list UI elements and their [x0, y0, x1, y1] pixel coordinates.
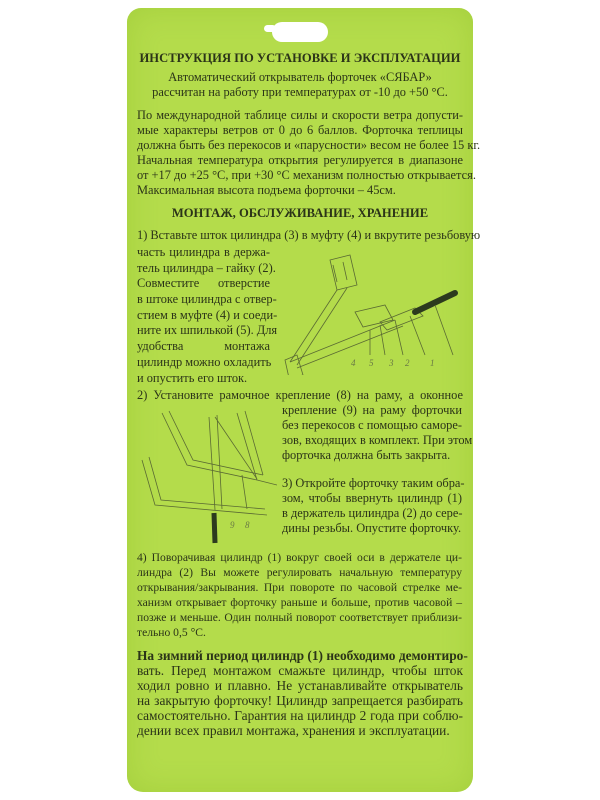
text-line: тель цилиндра – гайку (2). [137, 260, 276, 275]
text-line: Автоматический открыватель форточек «СЯБАР» [168, 70, 432, 84]
frame-mounting-diagram [137, 405, 277, 545]
text-line: 4) Поворачивая цилиндр (1) вокруг своей оси в держателе ци- [137, 551, 462, 564]
text-line: ходил ровно и плавно. Не устанавливайте открыватель [137, 678, 463, 693]
specs-paragraph [137, 108, 481, 198]
text-line: крепление (9) на раму форточки [282, 403, 462, 417]
step2-first-line [137, 388, 463, 403]
text-line: Максимальная высота подъема форточки – 45см. [137, 183, 396, 197]
text-line: мые характеры ветров от 0 до 6 баллов. Форточка теплицы [137, 123, 463, 137]
text-line: Начальная температура открытия регулируется в диапазоне [137, 153, 463, 167]
cylinder [415, 293, 455, 312]
intro [137, 70, 463, 100]
text-line: от +17 до +25 °С, при +30 °С механизм полностью открывается. [137, 168, 476, 182]
text-line: ните их шпилькой (5). Для [137, 323, 278, 338]
upper-arm [290, 288, 347, 365]
frame-bracket [355, 305, 393, 327]
diagram1-label-1: 1 [430, 358, 435, 368]
warning-paragraph [137, 648, 468, 738]
text-line: цилиндр можно охладить [137, 354, 272, 369]
text-line: и опустить его шток. [137, 370, 248, 385]
text-line: дины резьбы. Опустите форточку. [282, 521, 462, 535]
diagram1-label-3: 3 [389, 358, 394, 368]
diagram2-label-8: 8 [245, 520, 250, 530]
text-line: должна быть без перекосов и «парусности» весом не более 15 кг. [137, 138, 481, 152]
step1-first-line [137, 228, 481, 243]
text-line: стием в муфте (4) и соеди- [137, 307, 278, 322]
text-line: зов, входящих в комплект. При этом [282, 433, 473, 447]
text-line: дении всех правил монтажа, хранения и эксплуатации. [137, 723, 450, 738]
text-line: на закрытую форточку! Цилиндр запрещается разбирать [137, 693, 463, 708]
section-title [137, 206, 463, 221]
card-title [137, 51, 463, 66]
text-line: открывания/закрывания. При повороте по часовой стрелке ме- [137, 581, 462, 594]
text-line: удобства монтажа [137, 339, 270, 354]
step1-first-text: 1) Вставьте шток цилиндра (3) в муфту (4) и вкрутите резьбовую [137, 228, 481, 242]
text-line: зом, чтобы ввернуть цилиндр (1) [282, 491, 462, 505]
text-line: тельно 0,5 °С. [137, 626, 206, 639]
text-line: Совместите отверстие [137, 276, 270, 291]
step1-paragraph [137, 245, 278, 386]
title-text: ИНСТРУКЦИЯ ПО УСТАНОВКЕ И ЭКСПЛУАТАЦИИ [139, 51, 461, 65]
text-line: По международной таблице силы и скорости ветра допусти- [137, 108, 463, 122]
diagram1-label-4: 4 [351, 358, 356, 368]
window-bracket-icon [330, 255, 357, 290]
text-line: вать. Перед монтажом смажьте цилиндр, чтобы шток [137, 663, 463, 678]
hanging-hole [272, 22, 328, 42]
opener-assembly-diagram [275, 250, 470, 375]
step4-paragraph [137, 550, 462, 640]
text-line: форточка должна быть закрыта. [282, 448, 451, 462]
text-line: в штоке цилиндра с отвер- [137, 292, 277, 307]
diagram2-label-9: 9 [230, 520, 235, 530]
text-line: 3) Откройте форточку таким обра- [282, 476, 465, 490]
diagram1-label-5: 5 [369, 358, 374, 368]
text-line: линдра (2) Вы можете регулировать начальную температуру [137, 566, 462, 579]
text-line: часть цилиндра в держа- [137, 245, 270, 259]
section-title-text: МОНТАЖ, ОБСЛУЖИВАНИЕ, ХРАНЕНИЕ [171, 206, 429, 220]
text-line: На зимний период цилиндр (1) необходимо демонтиро- [137, 648, 468, 663]
text-line: без перекосов с помощью саморе- [282, 418, 462, 432]
diagram1-label-2: 2 [405, 358, 410, 368]
text-line: самостоятельно. Гарантия на цилиндр 2 года при соблю- [137, 708, 463, 723]
text-line: в держатель цилиндра (2) до сере- [282, 506, 463, 520]
window-frame-upper [162, 411, 277, 485]
step3-paragraph [282, 476, 465, 536]
cylinder [214, 513, 215, 543]
step2-paragraph [282, 403, 473, 463]
text-line: позже и меньше. Один полный поворот соответствует приблизи- [137, 611, 462, 624]
text-line: рассчитан на работу при температурах от -10 до +50 °С. [152, 85, 448, 99]
step2-first-text: 2) Установите рамочное крепление (8) на раму, а оконное [137, 388, 463, 402]
text-line: ханизм открывает форточку раньше и больше, против часовой – [137, 596, 462, 609]
